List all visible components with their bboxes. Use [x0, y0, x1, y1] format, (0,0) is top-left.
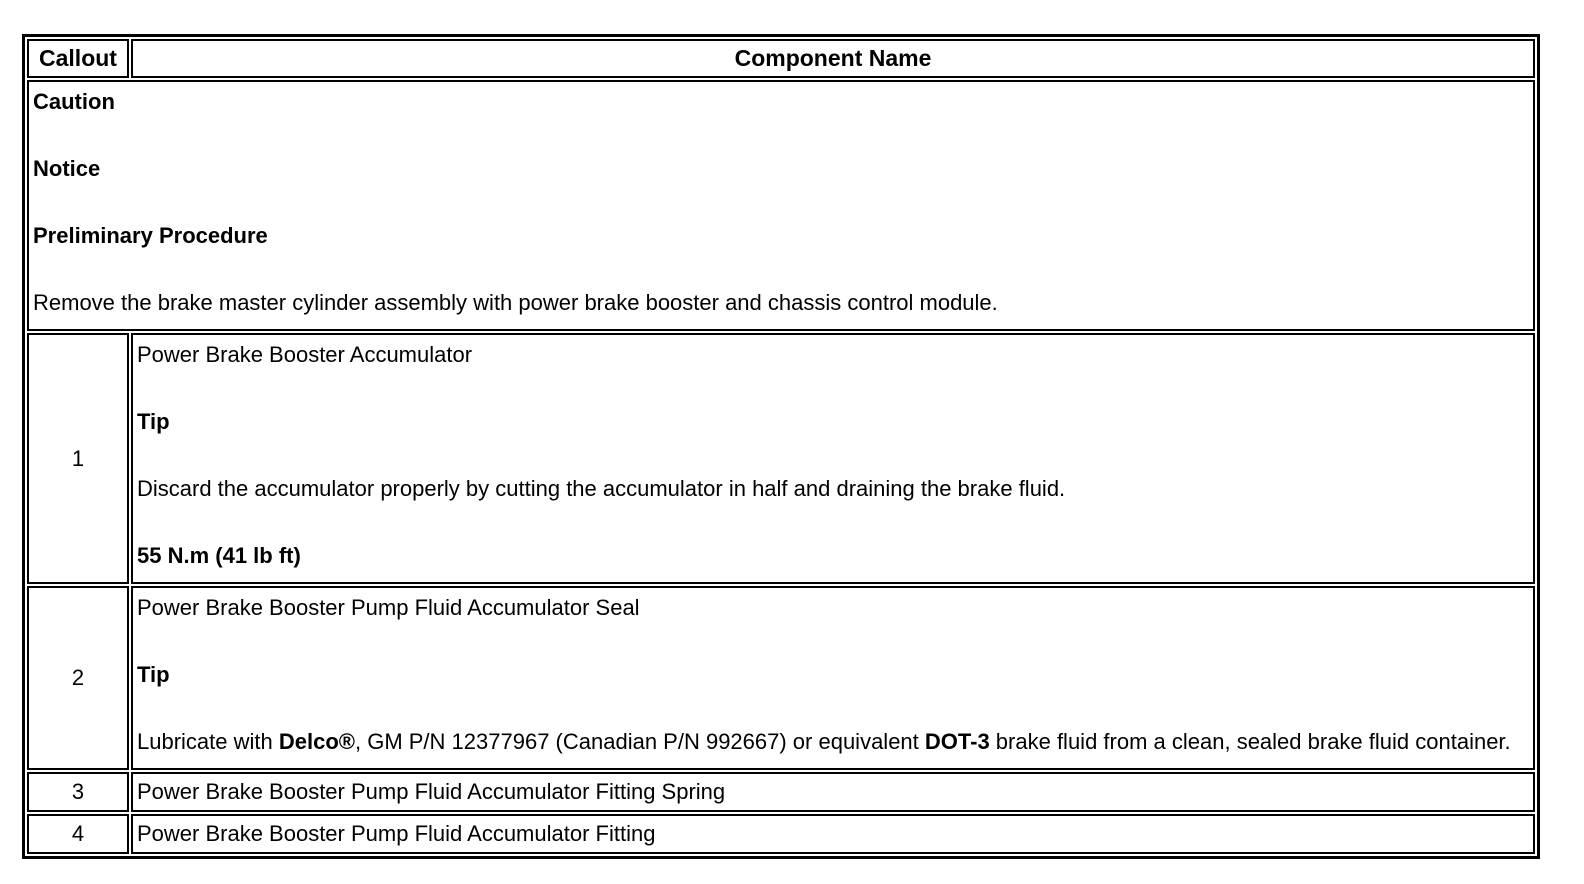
- component-name: Power Brake Booster Pump Fluid Accumulator Fitting: [137, 821, 656, 846]
- callout-number: 2: [27, 586, 129, 770]
- component-name: Power Brake Booster Pump Fluid Accumulator Seal: [137, 595, 640, 620]
- torque-spec: 55 N.m (41 lb ft): [137, 543, 301, 568]
- callout-number: 1: [27, 333, 129, 584]
- preamble-row: [27, 80, 1535, 331]
- caution-label: Caution: [33, 89, 115, 114]
- tip-text: [137, 728, 1529, 755]
- table-row: [27, 586, 1535, 770]
- component-name-column-header: Component Name: [131, 39, 1535, 78]
- table-row: [27, 772, 1535, 812]
- fluid-spec: DOT-3: [924, 729, 990, 754]
- component-name: Power Brake Booster Pump Fluid Accumulator Fitting Spring: [137, 779, 726, 804]
- component-cell: [131, 586, 1535, 770]
- preamble-cell: [27, 80, 1535, 331]
- brand-name: Delco®: [278, 729, 355, 754]
- tip-text-segment: brake fluid from a clean, sealed brake fluid container.: [989, 729, 1511, 754]
- table-header-row: [27, 39, 1535, 78]
- component-name: Power Brake Booster Accumulator: [137, 342, 473, 367]
- table-row: [27, 333, 1535, 584]
- tip-text-segment: , GM P/N 12377967 (Canadian P/N 992667) or equivalent: [354, 729, 925, 754]
- tip-label: Tip: [137, 409, 170, 434]
- notice-label: Notice: [33, 156, 101, 181]
- callout-number: 4: [27, 814, 129, 854]
- component-cell: [131, 333, 1535, 584]
- tip-text: Discard the accumulator properly by cutting the accumulator in half and draining the brake fluid.: [137, 476, 1066, 501]
- preliminary-procedure-text: Remove the brake master cylinder assembly with power brake booster and chassis control module.: [33, 290, 998, 315]
- component-callout-table: [22, 34, 1540, 859]
- tip-text-segment: Lubricate with: [137, 729, 279, 754]
- table-row: [27, 814, 1535, 854]
- preliminary-procedure-label: Preliminary Procedure: [33, 223, 268, 248]
- callout-number: 3: [27, 772, 129, 812]
- component-cell: [131, 772, 1535, 812]
- component-cell: [131, 814, 1535, 854]
- callout-column-header: Callout: [27, 39, 129, 78]
- tip-label: Tip: [137, 662, 170, 687]
